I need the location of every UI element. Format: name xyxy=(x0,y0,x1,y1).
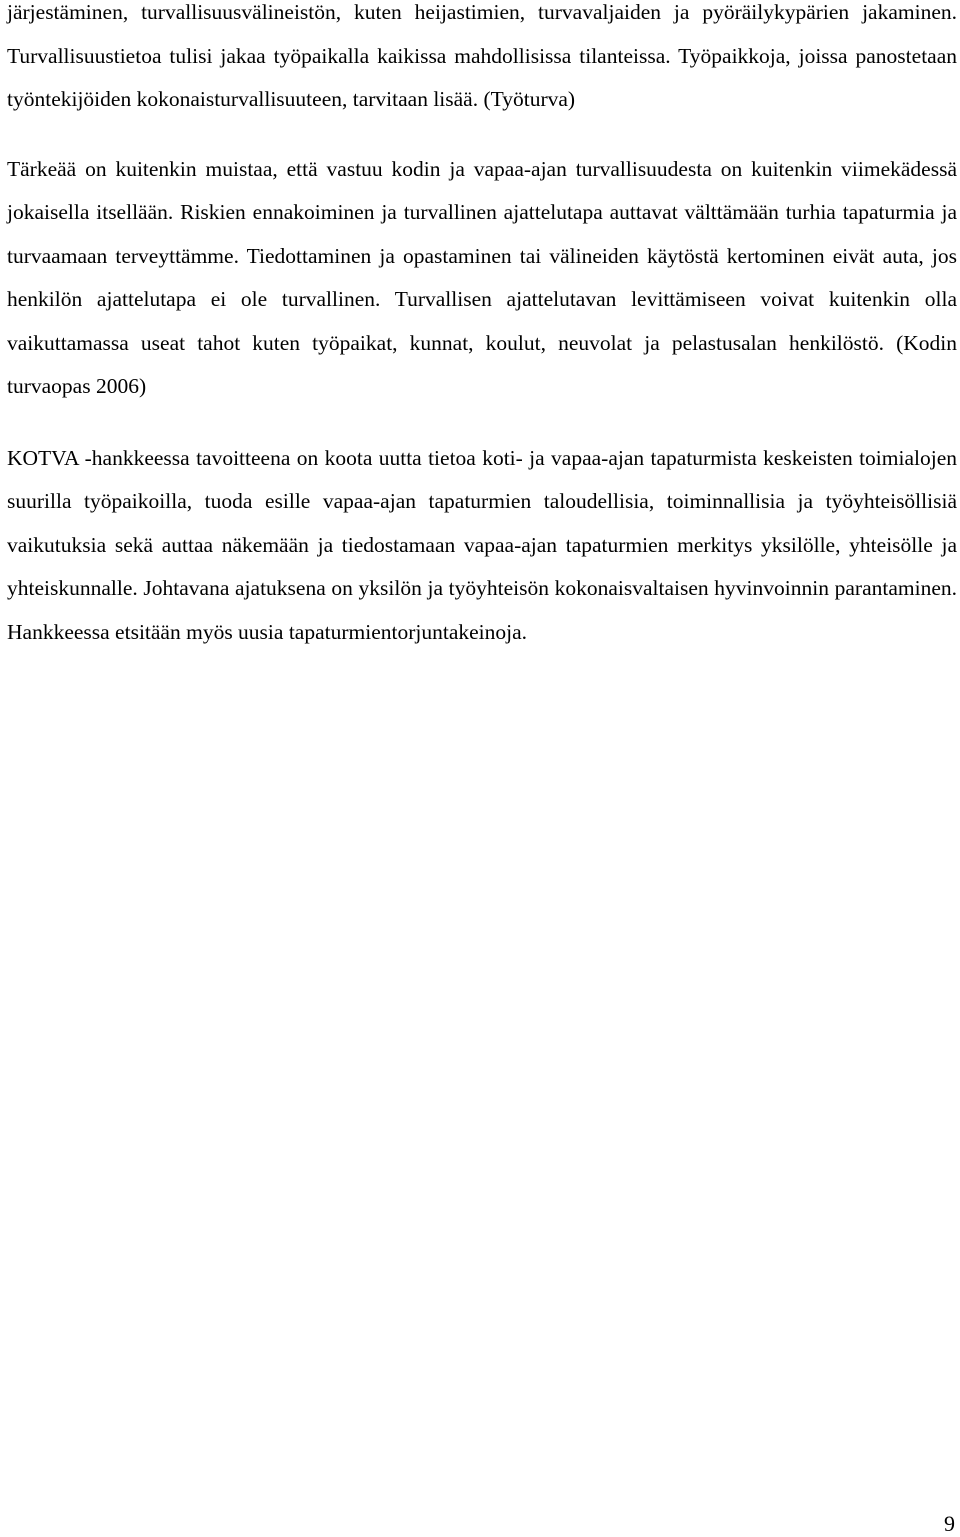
page-number: 9 xyxy=(944,1511,955,1536)
document-page xyxy=(7,0,957,654)
paragraph-personal-responsibility: Tärkeää on kuitenkin muistaa, että vastuu kodin ja vapaa-ajan turvallisuudesta on kuitenkin viimekädessä jokaisella itsellään. Riskien ennakoiminen ja turvallinen ajattelutapa auttavat välttämään turhia tapaturmia ja turvaamaan terveyttämme. Tiedottaminen ja opastaminen tai välineiden käytöstä kertominen eivät auta, jos henkilön ajattelutapa ei ole turvallinen. Turvallisen ajattelutavan levittämiseen voivat kuitenkin olla vaikuttamassa useat tahot kuten työpaikat, kunnat, koulut, neuvolat ja pelastusalan henkilöstö. (Kodin turvaopas 2006) xyxy=(7,156,957,398)
paragraph-kotva-project: KOTVA -hankkeessa tavoitteena on koota uutta tietoa koti- ja vapaa-ajan tapaturmista keskeisten toimialojen suurilla työpaikoilla, tuoda esille vapaa-ajan tapaturmien taloudellisia, toiminnallisia ja työyhteisöllisiä vaikutuksia sekä auttaa näkemään ja tiedostamaan vapaa-ajan tapaturmien merkitys yksilölle, yhteisölle ja yhteiskunnalle. Johtavana ajatuksena on yksilön ja työyhteisön kokonaisvaltaisen hyvinvoinnin parantaminen. Hankkeessa etsitään myös uusia tapaturmientorjuntakeinoja. xyxy=(7,445,957,644)
paragraph-workplace-safety: järjestäminen, turvallisuusvälineistön, kuten heijastimien, turvavaljaiden ja pyöräilykypärien jakaminen. Turvallisuustietoa tulisi jakaa työpaikalla kaikissa mahdollisissa tilanteissa. Työpaikkoja, joissa panostetaan työntekijöiden kokonaisturvallisuuteen, tarvitaan lisää. (Työturva) xyxy=(7,0,957,111)
